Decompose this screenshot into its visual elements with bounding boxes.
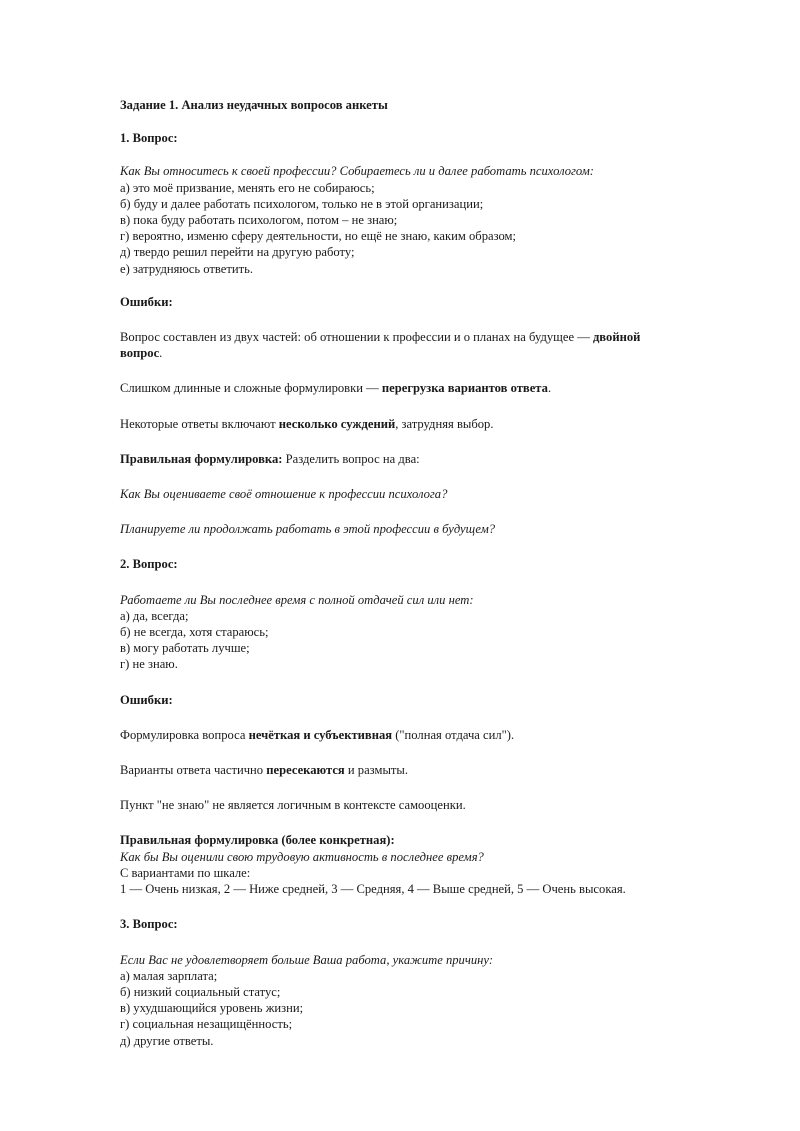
q2-error-1-emphasis: нечёткая и субъективная xyxy=(248,727,393,742)
q1-error-2 xyxy=(120,380,700,396)
q1-error-1-end: . xyxy=(159,346,163,361)
q1-correct-question-2: Планируете ли продолжать работать в этой профессии в будущем? xyxy=(120,522,496,537)
q2-scale: 1 — Очень низкая, 2 — Ниже средней, 3 — Средняя, 4 — Выше средней, 5 — Очень высокая. xyxy=(120,882,626,897)
q2-question: Работаете ли Вы последнее время с полной отдачей сил или нет: xyxy=(120,592,474,607)
q3-option: в) ухудшающийся уровень жизни; xyxy=(120,1001,304,1016)
q1-option: б) буду и далее работать психологом, только не в этой организации; xyxy=(120,196,484,211)
q1-error-3-text: Некоторые ответы включают xyxy=(120,416,279,431)
q1-error-2-emphasis: перегрузка вариантов ответа xyxy=(381,381,548,396)
q1-error-3-emphasis: несколько суждений xyxy=(278,416,396,431)
q2-error-1-text: Формулировка вопроса xyxy=(120,727,249,742)
q1-option: е) затрудняюсь ответить. xyxy=(120,261,254,276)
q1-error-3 xyxy=(120,416,700,432)
q2-option: в) могу работать лучше; xyxy=(120,641,250,656)
q1-error-1-text: Вопрос составлен из двух частей: об отношении к профессии и о планах на будущее — xyxy=(120,330,593,345)
q2-heading: 2. Вопрос: xyxy=(120,557,178,572)
q3-option: а) малая зарплата; xyxy=(120,968,218,983)
q2-option: г) не знаю. xyxy=(120,657,178,672)
q2-error-1-end: ("полная отдача сил"). xyxy=(392,727,515,742)
q3-option: г) социальная незащищённость; xyxy=(120,1017,293,1032)
q1-correct-label: Правильная формулировка: xyxy=(120,451,283,466)
q2-correct-question: Как бы Вы оценили свою трудовую активность в последнее время? xyxy=(120,849,484,864)
q3-heading: 3. Вопрос: xyxy=(120,917,178,932)
q1-option: г) вероятно, изменю сферу деятельности, но ещё не знаю, каким образом; xyxy=(120,229,517,244)
q2-option: б) не всегда, хотя стараюсь; xyxy=(120,625,269,640)
q1-question: Как Вы относитесь к своей профессии? Собираетесь ли и далее работать психологом: xyxy=(120,164,594,179)
q1-heading: 1. Вопрос: xyxy=(120,131,178,146)
q3-option: д) другие ответы. xyxy=(120,1033,214,1048)
q2-error-2 xyxy=(120,762,700,778)
q2-error-3: Пункт "не знаю" не является логичным в контексте самооценки. xyxy=(120,798,466,813)
q2-option: а) да, всегда; xyxy=(120,608,189,623)
q1-option: в) пока буду работать психологом, потом – не знаю; xyxy=(120,213,398,228)
q3-question: Если Вас не удовлетворяет больше Ваша работа, укажите причину: xyxy=(120,952,494,967)
q1-error-3-end: , затрудняя выбор. xyxy=(395,416,494,431)
q2-error-1 xyxy=(120,727,700,743)
q1-correct-text: Разделить вопрос на два: xyxy=(282,451,420,466)
q1-errors-heading: Ошибки: xyxy=(120,294,173,309)
document-page xyxy=(120,97,700,1049)
q1-option: а) это моё призвание, менять его не собираюсь; xyxy=(120,180,375,195)
q2-error-2-emphasis: пересекаются xyxy=(266,763,345,778)
q1-error-1-emphasis: двойной вопрос xyxy=(120,330,641,361)
q2-correct-label: Правильная формулировка (более конкретная): xyxy=(120,833,395,848)
q3-option: б) низкий социальный статус; xyxy=(120,984,281,999)
q1-error-2-text: Слишком длинные и сложные формулировки — xyxy=(120,381,382,396)
q2-scale-intro: С вариантами по шкале: xyxy=(120,865,251,880)
task-title: Задание 1. Анализ неудачных вопросов анкеты xyxy=(120,98,388,112)
q2-error-2-text: Варианты ответа частично xyxy=(120,763,267,778)
q1-option: д) твердо решил перейти на другую работу; xyxy=(120,245,355,260)
q1-correct-formulation xyxy=(120,451,700,467)
q2-errors-heading: Ошибки: xyxy=(120,692,173,707)
q2-error-2-end: и размыты. xyxy=(344,763,409,778)
q1-correct-question-1: Как Вы оцениваете своё отношение к профессии психолога? xyxy=(120,487,448,502)
q1-error-1 xyxy=(120,329,685,361)
q1-error-2-end: . xyxy=(547,381,552,396)
